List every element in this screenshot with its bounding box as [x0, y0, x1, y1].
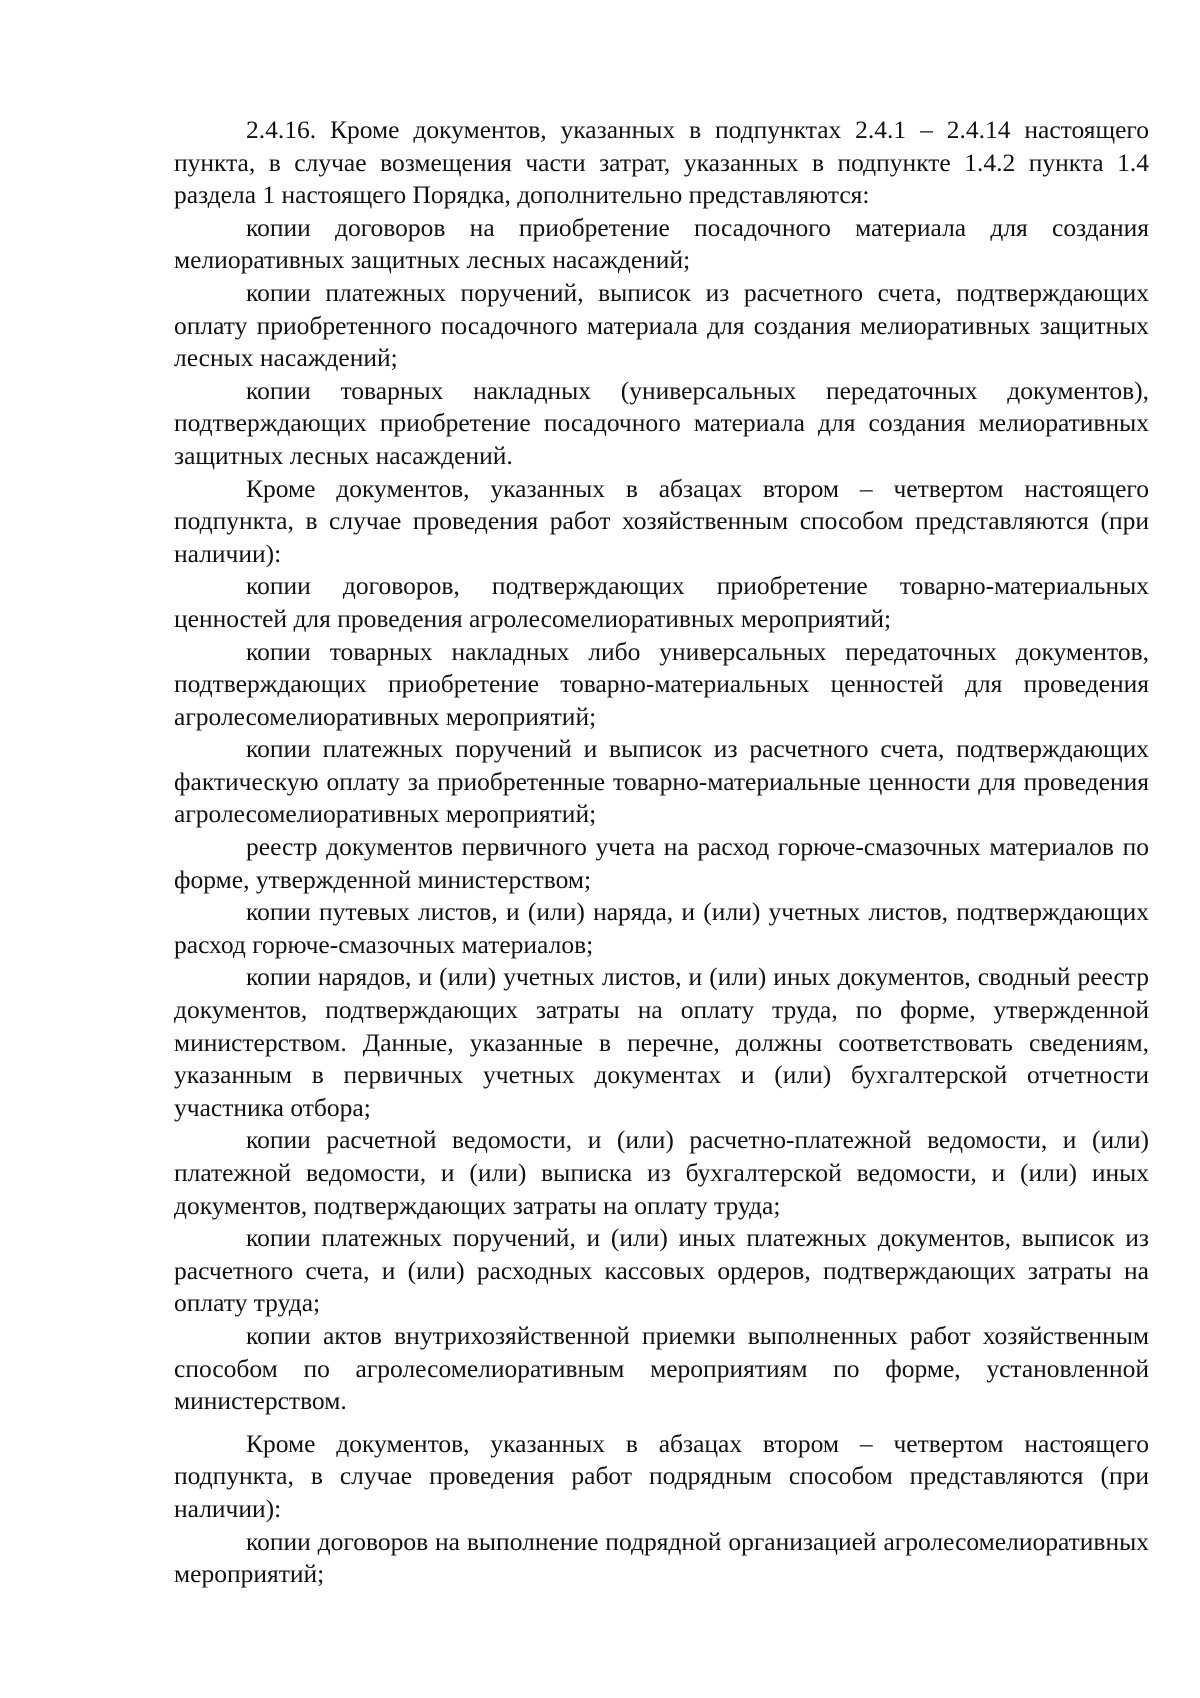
list-item-planting-payments: копии платежных поручений, выписок из расчетного счета, подтверждающих оплату приобретенного посадочного материала для создания мелиоративных защитных лесных насаждений;: [174, 277, 1149, 373]
list-item-fuel-register: реестр документов первичного учета на расход горюче-смазочных материалов по форме, утвержденной министерством;: [174, 832, 1149, 894]
list-item-contractor-agreements: копии договоров на выполнение подрядной организацией агролесомелиоративных мероприятий;: [174, 1526, 1149, 1589]
list-item-goods-invoices: копии товарных накладных либо универсальных передаточных документов, подтверждающих приобретение товарно-материальных ценностей для проведения агролесомелиоративных мероприятий;: [174, 636, 1149, 731]
list-item-goods-contracts: копии договоров, подтверждающих приобретение товарно-материальных ценностей для проведения агролесомелиоративных мероприятий;: [174, 571, 1149, 633]
list-item-planting-contracts: копии договоров на приобретение посадочного материала для создания мелиоративных защитных лесных насаждений;: [174, 212, 1149, 275]
paragraph-own-method: Кроме документов, указанных в абзацах втором – четвертом настоящего подпункта, в случае проведения работ хозяйственным способом представляются (при наличии):: [174, 473, 1149, 568]
paragraph-contract-method: Кроме документов, указанных в абзацах втором – четвертом настоящего подпункта, в случае проведения работ подрядным способом представляются (при наличии):: [174, 1428, 1149, 1523]
document-page: [174, 114, 1149, 1591]
paragraph-2-4-16: 2.4.16. Кроме документов, указанных в подпунктах 2.4.1 – 2.4.14 настоящего пункта, в случае возмещения части затрат, указанных в подпункте 1.4.2 пункта 1.4 раздела 1 настоящего Порядка, дополнительно представляются:: [174, 115, 1149, 210]
list-item-payroll-statements: копии расчетной ведомости, и (или) расчетно-платежной ведомости, и (или) платежной ведомости, и (или) выписка из бухгалтерской ведомости, и (или) иных документов, подтверждающих затраты на оплату труда;: [174, 1125, 1149, 1220]
list-item-planting-invoices: копии товарных накладных (универсальных передаточных документов), подтверждающих приобретение посадочного материала для создания мелиоративных защитных лесных насаждений.: [174, 375, 1149, 470]
list-item-labor-orders: копии нарядов, и (или) учетных листов, и (или) иных документов, сводный реестр документов, подтверждающих затраты на оплату труда, по форме, утвержденной министерством. Данные, указанные в перечне, должны соответствовать сведениям, указанным в первичных учетных документах и (или) бухгалтерской отчетности участника отбора;: [174, 962, 1149, 1122]
list-item-goods-payments: копии платежных поручений и выписок из расчетного счета, подтверждающих фактическую оплату за приобретенные товарно-материальные ценности для проведения агролесомелиоративных мероприятий;: [174, 734, 1149, 829]
list-item-waybills: копии путевых листов, и (или) наряда, и (или) учетных листов, подтверждающих расход горюче-смазочных материалов;: [174, 897, 1149, 959]
list-item-labor-payments: копии платежных поручений, и (или) иных платежных документов, выписок из расчетного счета, и (или) расходных кассовых ордеров, подтверждающих затраты на оплату труда;: [174, 1223, 1149, 1318]
list-item-acceptance-acts: копии актов внутрихозяйственной приемки выполненных работ хозяйственным способом по агролесомелиоративным мероприятиям по форме, установленной министерством.: [174, 1320, 1149, 1416]
